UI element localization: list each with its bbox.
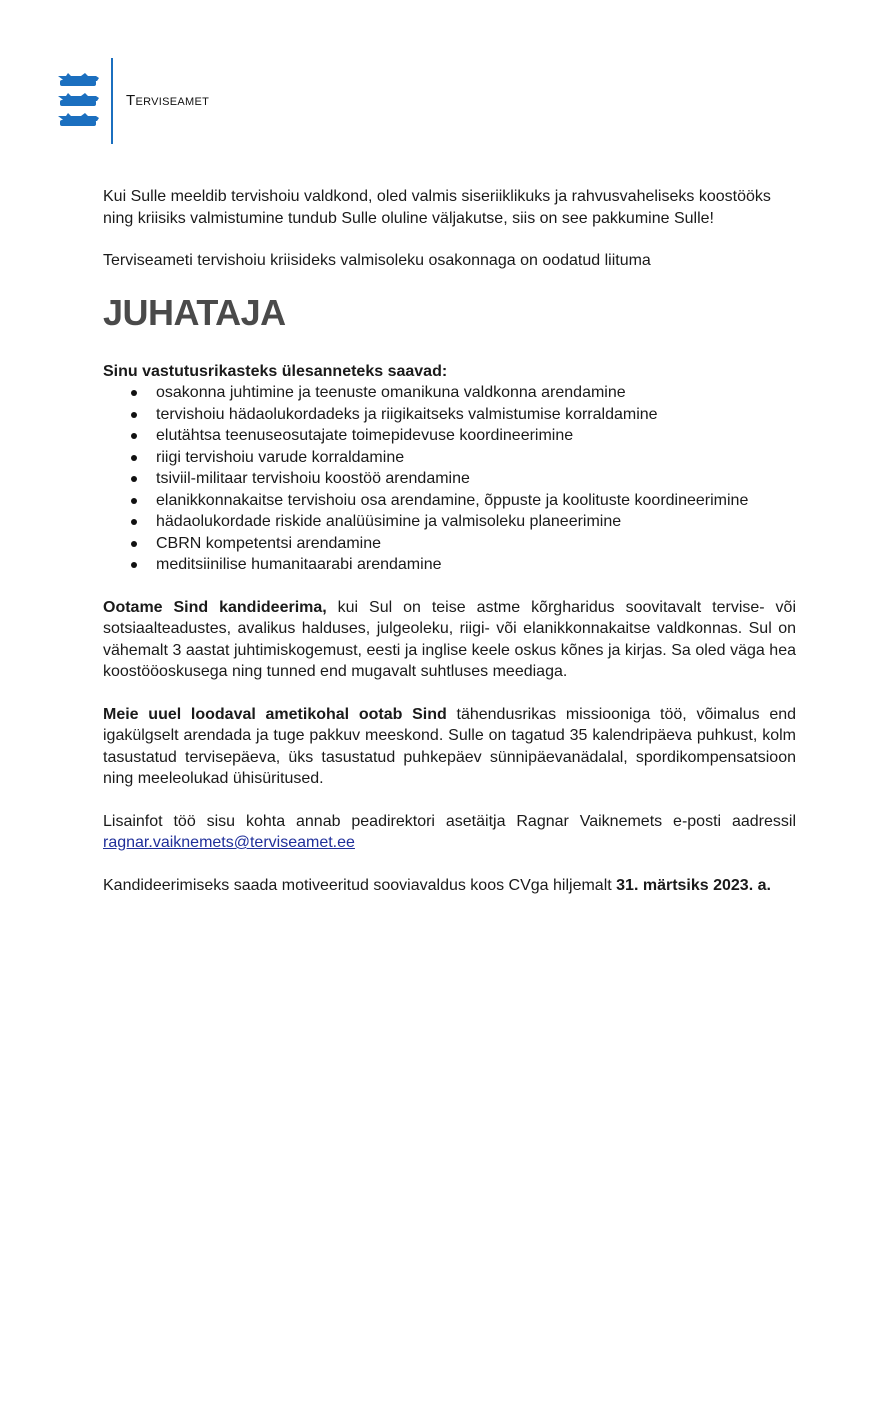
three-lions-coat-of-arms-icon (56, 72, 100, 130)
lead-paragraph: Terviseameti tervishoiu kriisideks valmisoleku osakonnaga on oodatud liituma (103, 252, 651, 269)
contact-paragraph (103, 811, 796, 854)
offer-text: tähendusrikas missiooniga töö, võimalus end igakülgselt arendada ja tuge pakkuv meeskond. Sulle on tagatud 35 kalendripäeva puhkust, kolm tasustatud tervisepäeva, üks tasustatud puhkepäev sünnipäevanädalal, spordikompensatsioon ning meeleolukad ühisüritused. (103, 705, 797, 787)
job-posting (103, 186, 796, 896)
requirements-text: kui Sul on teise astme kõrgharidus soovitavalt tervise- või sotsiaalteadustes, avalikus halduses, julgeoleku, riigi- või elanikkonnakaitse valdkonnas. Sul on vähemalt 3 aastat juhtimiskogemust, eesti ja inglise keele oskus kõnes ja kirjas. Sa oled väga hea koostööoskusega ning tunned end mugavalt suhtluses meediaga. (103, 598, 796, 680)
deadline: 31. märtsiks 2023. a. (616, 876, 771, 894)
list-item: riigi tervishoiu varude korraldamine (103, 447, 796, 469)
job-title: JUHATAJA (103, 291, 286, 333)
tasks-heading: Sinu vastutusrikasteks ülesanneteks saavad: (103, 362, 448, 380)
apply-paragraph (103, 875, 796, 897)
list-item: tsiviil-militaar tervishoiu koostöö arendamine (103, 468, 796, 490)
list-item: tervishoiu hädaolukordadeks ja riigikaitseks valmistumise korraldamine (103, 404, 796, 426)
intro-paragraph: Kui Sulle meeldib tervishoiu valdkond, oled valmis siseriiklikuks ja rahvusvaheliseks koostööks ning kriisiks valmistumine tundub Sulle oluline väljakutse, siis on see pakkumine Sulle! (103, 188, 771, 227)
tasks-list (103, 382, 796, 576)
list-item: CBRN kompetentsi arendamine (103, 533, 796, 555)
apply-text: Kandideerimiseks saada motiveeritud sooviavaldus koos CVga hiljemalt (103, 876, 617, 894)
logo (56, 58, 276, 144)
requirements-paragraph (103, 597, 796, 683)
email-link[interactable]: ragnar.vaiknemets@terviseamet.ee (103, 834, 355, 851)
list-item: meditsiinilise humanitaarabi arendamine (103, 554, 796, 576)
offer-lead: Meie uuel loodaval ametikohal ootab Sind (103, 705, 447, 723)
organization-name: Terviseamet (126, 92, 210, 109)
requirements-lead: Ootame Sind kandideerima, (103, 598, 327, 616)
logo-divider (111, 58, 113, 144)
list-item: elutähtsa teenuseosutajate toimepidevuse koordineerimine (103, 425, 796, 447)
list-item: elanikkonnakaitse tervishoiu osa arendamine, õppuste ja koolituste koordineerimine (103, 490, 796, 512)
contact-text: Lisainfot töö sisu kohta annab peadirektori asetäitja Ragnar Vaiknemets e-posti aadressil (103, 812, 796, 830)
list-item: hädaolukordade riskide analüüsimine ja valmisoleku planeerimine (103, 511, 796, 533)
offer-paragraph (103, 704, 796, 790)
list-item: osakonna juhtimine ja teenuste omanikuna valdkonna arendamine (103, 382, 796, 404)
